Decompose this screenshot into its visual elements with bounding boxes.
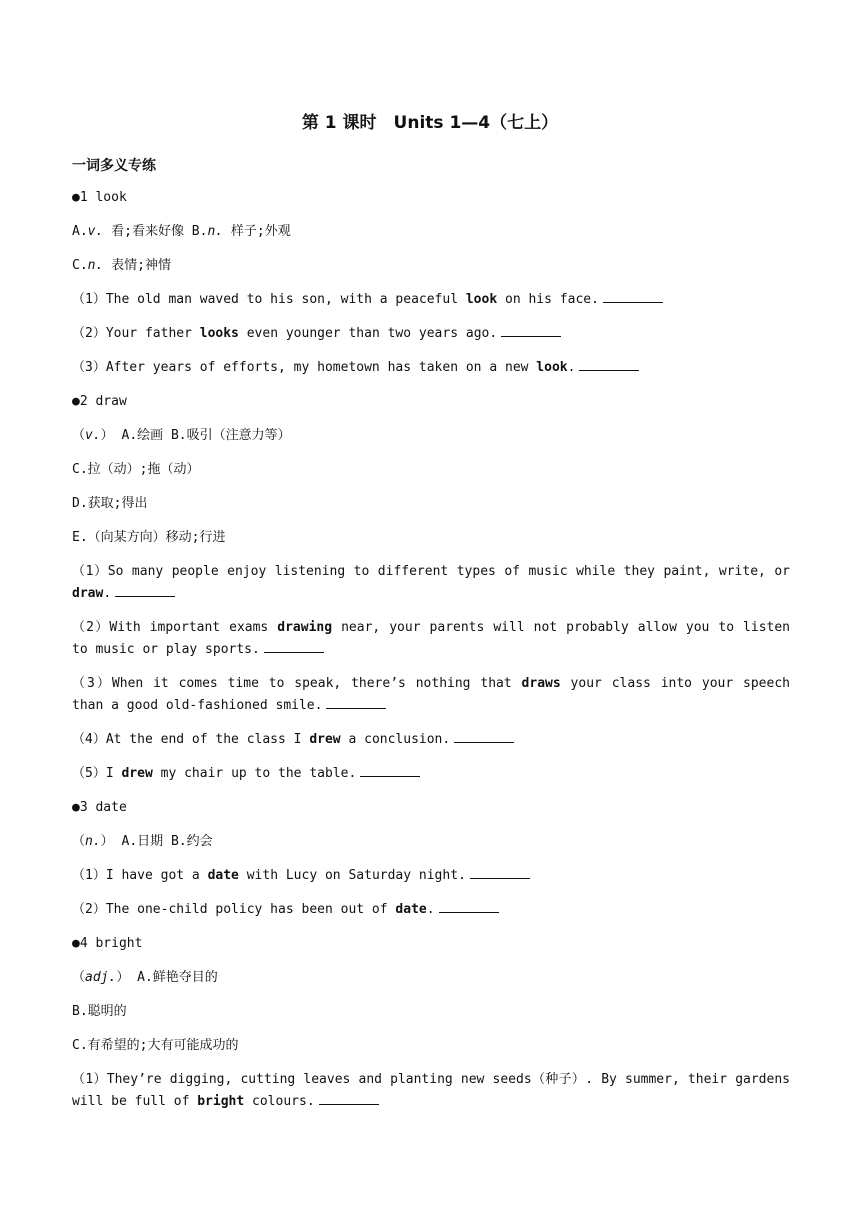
answer-blank[interactable] (501, 323, 561, 337)
sense-prefix: A. (72, 224, 88, 239)
answer-blank[interactable] (326, 695, 386, 709)
answer-blank[interactable] (439, 899, 499, 913)
question-text: your class into your speech than a good old-fashioned smile. (72, 676, 790, 713)
sense-definition (72, 967, 790, 989)
question-text: my chair up to the table. (152, 766, 357, 781)
part-of-speech: v. (87, 224, 104, 239)
sense-prefix: E.（向某方向）移动;行进 (72, 530, 226, 545)
question-text: （2）The one-child policy has been out of (72, 902, 396, 917)
keyword: look (465, 292, 498, 307)
answer-blank[interactable] (360, 763, 420, 777)
sense-prefix: C.有希望的;大有可能成功的 (72, 1038, 239, 1053)
answer-blank[interactable] (470, 865, 530, 879)
sense-prefix: C. (72, 258, 88, 273)
question-text: a conclusion. (340, 732, 451, 747)
question-text: near, your parents will not probably allow you to listen to music or play sports. (72, 620, 791, 657)
question-text: （5）I (72, 766, 122, 781)
question-item (72, 899, 790, 921)
answer-blank[interactable] (319, 1091, 379, 1105)
sense-prefix: （ (72, 428, 86, 443)
page-title: 第 1 课时 Units 1—4（七上） (301, 113, 559, 133)
part-of-speech: n. (87, 258, 104, 273)
sense-text: 表情;神情 (103, 258, 171, 273)
exercise-content (72, 187, 790, 1125)
sense-definition (72, 1035, 790, 1057)
keyword: date (207, 868, 239, 883)
answer-blank[interactable] (603, 289, 663, 303)
part-of-speech: n. (85, 834, 101, 849)
keyword: drew (121, 766, 153, 781)
word-heading: ●2 draw (72, 394, 127, 409)
sense-text: 看;看来好像 B. (103, 224, 208, 239)
question-text: （1）They’re digging, cutting leaves and planting new seeds（种子）. By summer, their gardens will be full of (72, 1072, 790, 1109)
question-item (72, 323, 790, 345)
question-item (72, 1069, 790, 1113)
question-text: （2）Your father (72, 326, 200, 341)
keyword: drawing (277, 620, 333, 635)
question-text: （3）After years of efforts, my hometown has taken on a new (72, 360, 537, 375)
question-item (72, 729, 790, 751)
question-item (72, 865, 790, 887)
part-of-speech: adj. (85, 970, 117, 985)
question-text: . (426, 902, 435, 917)
question-text: （1）I have got a (72, 868, 208, 883)
keyword: looks (199, 326, 239, 341)
sense-definition (72, 1001, 790, 1023)
answer-blank[interactable] (115, 583, 175, 597)
keyword: drew (309, 732, 341, 747)
word-heading: ●1 look (72, 190, 127, 205)
keyword: date (395, 902, 427, 917)
question-text: （1）So many people enjoy listening to different types of music while they paint, write, or (72, 564, 790, 579)
answer-blank[interactable] (264, 639, 324, 653)
sense-text: 样子;外观 (223, 224, 291, 239)
keyword: bright (197, 1094, 245, 1109)
question-text: colours. (244, 1094, 315, 1109)
sense-prefix: （ (72, 970, 86, 985)
sense-text: ） A.日期 B.约会 (100, 834, 213, 849)
question-item (72, 357, 790, 379)
question-text: . (567, 360, 576, 375)
answer-blank[interactable] (454, 729, 514, 743)
question-item (72, 289, 790, 311)
sense-definition (72, 527, 790, 549)
question-text: （1）The old man waved to his son, with a peaceful (72, 292, 466, 307)
sense-definition (72, 255, 790, 277)
question-text: . (103, 586, 112, 601)
question-text: even younger than two years ago. (238, 326, 498, 341)
sense-prefix: （ (72, 834, 86, 849)
question-text: （2）With important exams (72, 620, 278, 635)
word-heading: ●3 date (72, 800, 127, 815)
sense-text: ） A.绘画 B.吸引（注意力等） (100, 428, 291, 443)
answer-blank[interactable] (579, 357, 639, 371)
part-of-speech: n. (207, 224, 224, 239)
question-item (72, 763, 790, 785)
sense-definition (72, 831, 790, 853)
question-text: （3）When it comes time to speak, there’s nothing that (72, 676, 522, 691)
section-heading: 一词多义专练 (72, 158, 156, 174)
sense-definition (72, 459, 790, 481)
question-text: on his face. (497, 292, 599, 307)
question-item (72, 673, 790, 717)
sense-definition (72, 425, 790, 447)
sense-prefix: D.获取;得出 (72, 496, 148, 511)
question-text: with Lucy on Saturday night. (238, 868, 466, 883)
question-text: （4）At the end of the class I (72, 732, 310, 747)
sense-prefix: B.聪明的 (72, 1004, 127, 1019)
keyword: draws (521, 676, 561, 691)
sense-text: ） A.鲜艳夺目的 (116, 970, 218, 985)
part-of-speech: v. (85, 428, 101, 443)
sense-prefix: C.拉（动）;拖（动） (72, 462, 200, 477)
sense-definition (72, 221, 790, 243)
keyword: draw (72, 586, 104, 601)
word-heading: ●4 bright (72, 936, 143, 951)
question-item (72, 617, 790, 661)
sense-definition (72, 493, 790, 515)
question-item (72, 561, 790, 605)
keyword: look (536, 360, 568, 375)
